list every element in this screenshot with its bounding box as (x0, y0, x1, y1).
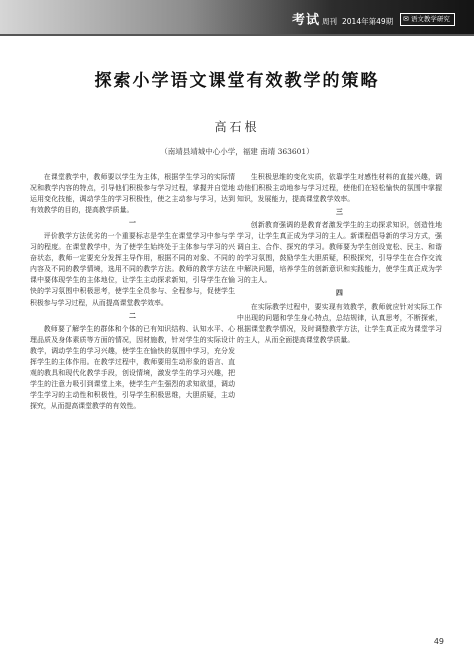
article-title: 探索小学语文课堂有效教学的策略 (94, 71, 380, 91)
journal-subtitle: 周刊 (322, 17, 338, 26)
journal-name: 考试 (292, 13, 321, 28)
body-paragraph: 生积极思维的变化实质，依靠学生对感性材料的直接兴趣，调动他们积极主动地参与学习过程，使他们在轻松愉快的氛围中掌握知识，发展能力，提高课堂教学效率。 (237, 173, 442, 204)
column-label-text: 语文教学研究 (410, 15, 450, 23)
section-heading: 三 (336, 208, 343, 217)
article-author: 高石根 (214, 120, 260, 134)
column-label (400, 13, 455, 26)
section-heading: 四 (336, 289, 343, 298)
journal-masthead (292, 9, 393, 28)
body-paragraph: 创新教育强调的是教育者激发学生的主动探求知识，创造性地学习，让学生真正成为学习的主人。新课程倡导新的学习方式，强调自主、合作、探究的学习。教师要为学生创设宽松、民主、和谐的学习氛围，鼓励学生大胆质疑，积极探究，引导学生在合作交流中解决问题，培养学生的创新意识和实践能力，使学生真正成为学习的主人。 (237, 221, 442, 285)
envelope-icon: ✉ (403, 15, 409, 23)
body-paragraph: 评价教学方法优劣的一个重要标志是学生在课堂学习中参与学习的程度。在课堂教学中，为了使学生始终处于主体参与学习的兴奋状态，教师一定要充分发挥主导作用，根据不同的对象、不同的内容及不同的教学情境，选用不同的教学方法。教师的教学方法在课中要体现学生的主体地位，让学生主动探求新知，引导学生在愉快的学习氛围中积极思考，使学生全员参与、全程参与，促使学生积极参与学习过程，从而提高课堂教学效率。 (30, 232, 235, 307)
author-affiliation: （南靖县靖城中心小学，福建 南靖 363601） (160, 147, 314, 156)
left-text-column (30, 172, 235, 627)
right-text-column (237, 172, 442, 627)
body-paragraph: 在实际教学过程中，要实现有效教学，教师就应针对实际工作中出现的问题和学生身心特点，总结规律，认真思考，不断探索，根据课堂教学情况，及时调整教学方法，让学生真正成为课堂学习的主人，从而全面提高课堂教学质量。 (237, 302, 442, 344)
section-heading: 一 (129, 219, 136, 228)
body-paragraph: 教师要了解学生的群体和个体的已有知识结构、认知水平、心理品质及身体素质等方面的情况，因材施教，针对学生的实际设计教学，调动学生的学习兴趣，使学生在愉快的氛围中学习，充分发挥学生的主体作用。在教学过程中，教师要用生动形象的语言、直观的教具和现代化教学手段，创设情境，激发学生的学习兴趣，把学生的注意力吸引到课堂上来，使学生产生强烈的求知欲望，调动学生学习的主动性和积极性，引导学生积极思维，大胆质疑，主动探究，从而提高课堂教学的有效性。 (30, 324, 235, 410)
section-heading: 二 (129, 311, 136, 320)
header-rule (0, 34, 474, 36)
page-number: 49 (433, 637, 444, 646)
body-paragraph: 在课堂教学中，教师要以学生为主体，根据学生学习的实际情况和教学内容的特点，引导他们积极参与学习过程，掌握并自觉地运用变化技能，调动学生的学习积极性，使之主动参与学习，达到有效教学的目的，提高教学质量。 (30, 173, 235, 215)
journal-issue: 2014年第49期 (342, 17, 394, 26)
